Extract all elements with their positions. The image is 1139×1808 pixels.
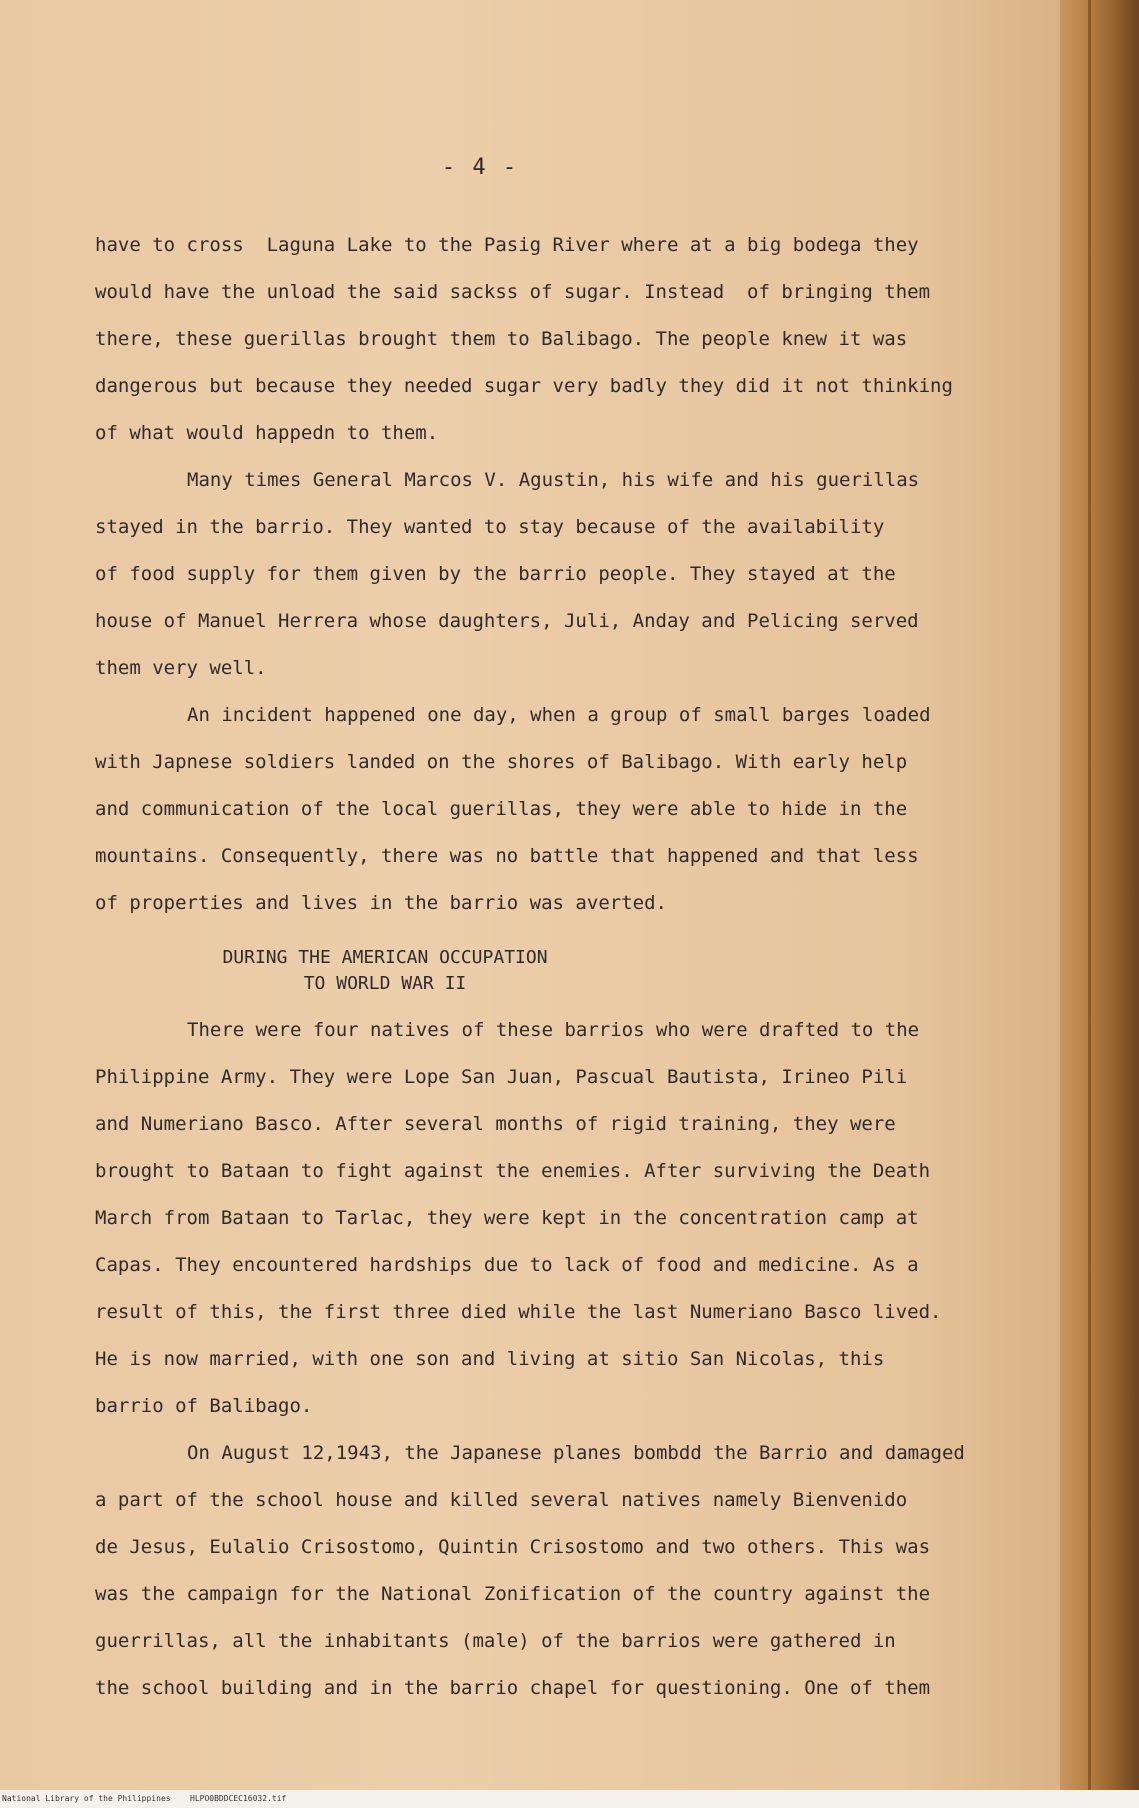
section-heading-line: TO WORLD WAR II	[303, 973, 467, 994]
text-line: them very well.	[95, 657, 267, 679]
paragraph-start: On August 12,1943, the Japanese planes bombdd the Barrio and damaged	[187, 1442, 965, 1464]
text-line: of properties and lives in the barrio was averted.	[95, 892, 667, 914]
footer-source: National Library of the Philippines	[2, 1794, 171, 1803]
document-body	[95, 222, 1000, 1712]
text-line: dangerous but because they needed sugar very badly they did it not thinking	[95, 375, 953, 397]
text-line: barrio of Balibago.	[95, 1395, 313, 1417]
text-line: with Japnese soldiers landed on the shores of Balibago. With early help	[95, 751, 908, 773]
text-line: Philippine Army. They were Lope San Juan, Pascual Bautista, Irineo Pili	[95, 1066, 908, 1088]
paragraph-start: Many times General Marcos V. Agustin, his wife and his guerillas	[187, 469, 920, 491]
section-heading	[95, 945, 675, 997]
scan-footer	[0, 1790, 1139, 1808]
footer-filename: HLPO0BDDCEC16032.tif	[190, 1794, 287, 1803]
text-line: stayed in the barrio. They wanted to stay because of the availability	[95, 516, 885, 538]
text-line: the school building and in the barrio chapel for questioning. One of them	[95, 1677, 931, 1699]
page-binding-edge	[1060, 0, 1139, 1790]
text-line: have to cross Laguna Lake to the Pasig River where at a big bodega they	[95, 234, 919, 256]
text-line: and Numeriano Basco. After several months of rigid training, they were	[95, 1113, 896, 1135]
text-line: Capas. They encountered hardships due to lack of food and medicine. As a	[95, 1254, 919, 1276]
page-number: - 4 -	[441, 155, 519, 180]
paragraph-start: An incident happened one day, when a group of small barges loaded	[187, 704, 931, 726]
text-line: house of Manuel Herrera whose daughters, Juli, Anday and Pelicing served	[95, 610, 919, 632]
text-line: of food supply for them given by the barrio people. They stayed at the	[95, 563, 896, 585]
text-line: there, these guerillas brought them to Balibago. The people knew it was	[95, 328, 908, 350]
page-edge-line	[1088, 0, 1091, 1790]
text-line: mountains. Consequently, there was no battle that happened and that less	[95, 845, 919, 867]
paragraph-start: There were four natives of these barrios who were drafted to the	[187, 1019, 920, 1041]
text-line: would have the unload the said sackss of sugar. Instead of bringing them	[95, 281, 931, 303]
text-line: brought to Bataan to fight against the enemies. After surviving the Death	[95, 1160, 931, 1182]
text-line: a part of the school house and killed several natives namely Bienvenido	[95, 1489, 908, 1511]
text-line: and communication of the local guerillas, they were able to hide in the	[95, 798, 908, 820]
text-line: was the campaign for the National Zonification of the country against the	[95, 1583, 931, 1605]
text-line: guerrillas, all the inhabitants (male) of the barrios were gathered in	[95, 1630, 896, 1652]
text-line: He is now married, with one son and living at sitio San Nicolas, this	[95, 1348, 885, 1370]
text-line: de Jesus, Eulalio Crisostomo, Quintin Crisostomo and two others. This was	[95, 1536, 931, 1558]
text-line: of what would happedn to them.	[95, 422, 439, 444]
text-line: March from Bataan to Tarlac, they were kept in the concentration camp at	[95, 1207, 919, 1229]
text-line: result of this, the first three died while the last Numeriano Basco lived.	[95, 1301, 942, 1323]
section-heading-line: DURING THE AMERICAN OCCUPATION	[222, 947, 548, 968]
